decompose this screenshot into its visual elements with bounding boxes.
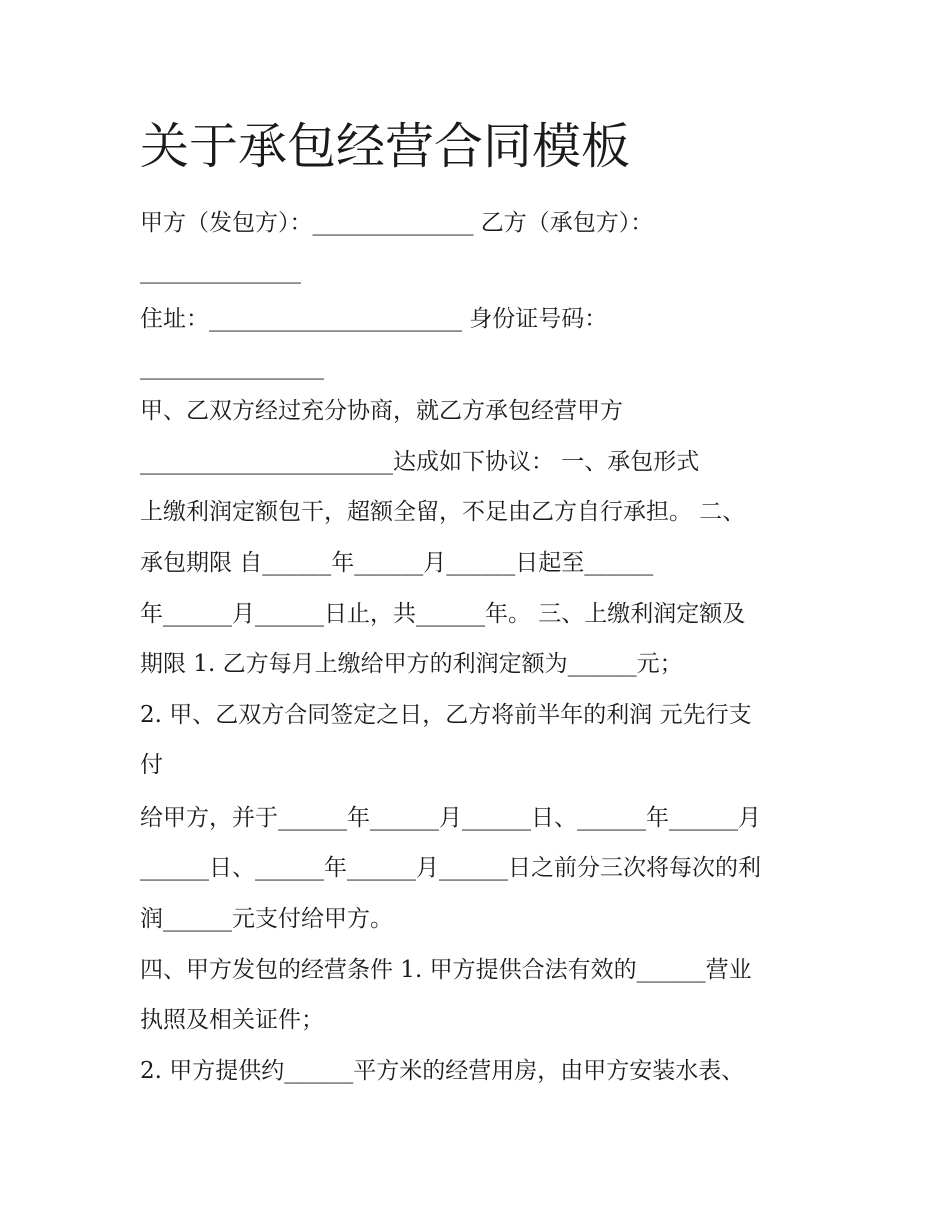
text-line: 付 (140, 752, 163, 778)
text-line: 上缴利润定额包干，超额全留，不足由乙方自行承担。 二、 (140, 499, 746, 525)
text-line: ______日、______年______月______日之前分三次将每次的利 (140, 855, 761, 881)
text-line: 四、甲方发包的经营条件 1. 甲方提供合法有效的______营业 (140, 957, 752, 983)
text-line: 年______月______日止，共______年。 三、上缴利润定额及 (140, 601, 746, 627)
text-line: 期限 1. 乙方每月上缴给甲方的利润定额为______元； (140, 651, 683, 677)
text-line: 2. 甲方提供约______平方米的经营用房，由甲方安装水表、 (140, 1058, 745, 1084)
text-line: ______________________达成如下协议： 一、承包形式 (140, 449, 700, 475)
text-line: 润______元支付给甲方。 (140, 906, 393, 932)
text-line: 执照及相关证件； (140, 1007, 324, 1033)
document-title: 关于承包经营合同模板 (140, 118, 631, 175)
text-line: 2. 甲、乙双方合同签定之日，乙方将前半年的利润 元先行支 (140, 702, 752, 728)
text-line: 甲方（发包方）：______________ 乙方（承包方）： (140, 210, 654, 236)
text-line: 给甲方，并于______年______月______日、______年______月 (140, 805, 761, 831)
text-line: 甲、乙双方经过充分协商，就乙方承包经营甲方 (140, 398, 623, 424)
text-line: ________________ (140, 354, 324, 380)
text-line: ______________ (140, 258, 301, 284)
text-line: 住址：______________________ 身份证号码： (140, 306, 608, 332)
text-line: 承包期限 自______年______月______日起至______ (140, 550, 654, 576)
